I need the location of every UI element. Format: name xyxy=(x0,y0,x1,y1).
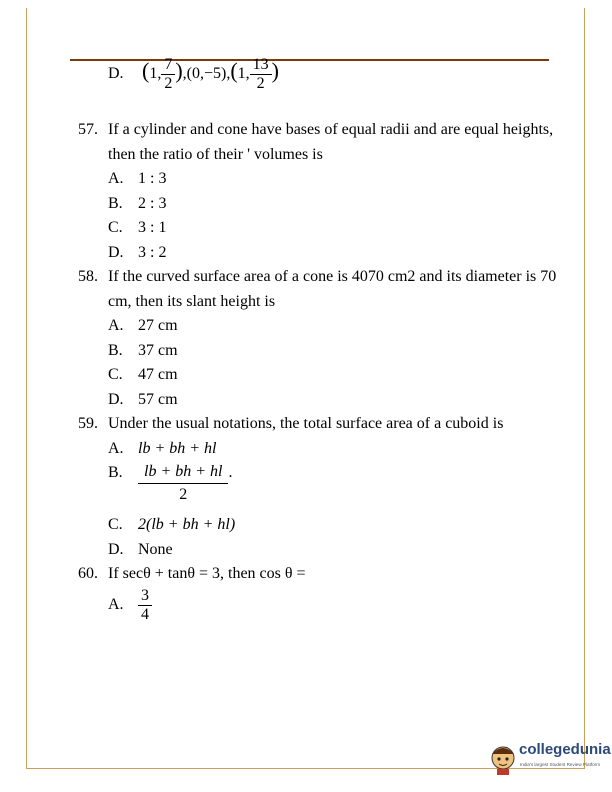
question-number: 58. xyxy=(78,268,98,285)
option-c: C. 2(lb + bh + hl) xyxy=(108,516,236,533)
option-d: D. 3 : 2 xyxy=(108,243,167,261)
question-number: 57. xyxy=(78,121,98,138)
question-57 xyxy=(78,118,558,167)
collegedunia-logo: collegedunia India's largest Student Review Platform xyxy=(487,740,612,784)
frac-num: 13 xyxy=(250,56,272,75)
expr-middle: ,(0,−5), xyxy=(182,65,231,83)
option-d: D. None xyxy=(108,540,173,558)
question-60 xyxy=(78,562,558,587)
option-label: D. xyxy=(108,65,124,83)
question-text: If secθ + tanθ = 3, then cos θ = xyxy=(108,565,306,582)
question-59 xyxy=(78,412,558,437)
option-a: A. lb + bh + hl xyxy=(108,439,217,457)
option-a: A. 27 cm xyxy=(108,317,178,334)
frac-den: 2 xyxy=(256,75,265,92)
option-d: D. 57 cm xyxy=(108,390,178,408)
frac-den: 2 xyxy=(164,75,173,92)
question-number: 59. xyxy=(78,415,98,432)
expr-part: 1, xyxy=(237,65,250,83)
footer-rule xyxy=(26,768,475,769)
option-c: C. 47 cm xyxy=(108,366,178,383)
question-text: If the curved surface area of a cone is 4070 cm2 and its diameter is 70 cm, then its slant height is xyxy=(108,268,557,310)
question-text: If a cylinder and cone have bases of equal radii and are equal heights, then the ratio of their ' volumes is xyxy=(108,121,554,163)
question-number: 60. xyxy=(78,565,98,582)
option-a: A. $\frac{3}{4}$ xyxy=(78,587,558,631)
frac-num: 7 xyxy=(161,56,175,75)
option-a: A. 1 : 3 xyxy=(108,170,167,187)
option-c: C. 3 : 1 xyxy=(108,219,167,236)
option-b: B. $\frac{lb + bh + hl}{2}$ . xyxy=(108,463,233,503)
prev-question-option-d: D. (1, $\frac{7}{2}$ ),(0,−5),(1, $\frac{13}{2}$ ) xyxy=(108,56,279,92)
option-b: B. 37 cm xyxy=(108,341,178,359)
mascot-icon xyxy=(489,742,517,776)
expr-part: 1, xyxy=(149,65,162,83)
option-b: B. 2 : 3 xyxy=(108,194,167,212)
question-text: Under the usual notations, the total surface area of a cuboid is xyxy=(108,415,504,432)
question-58 xyxy=(78,265,558,314)
question-content xyxy=(78,56,558,631)
